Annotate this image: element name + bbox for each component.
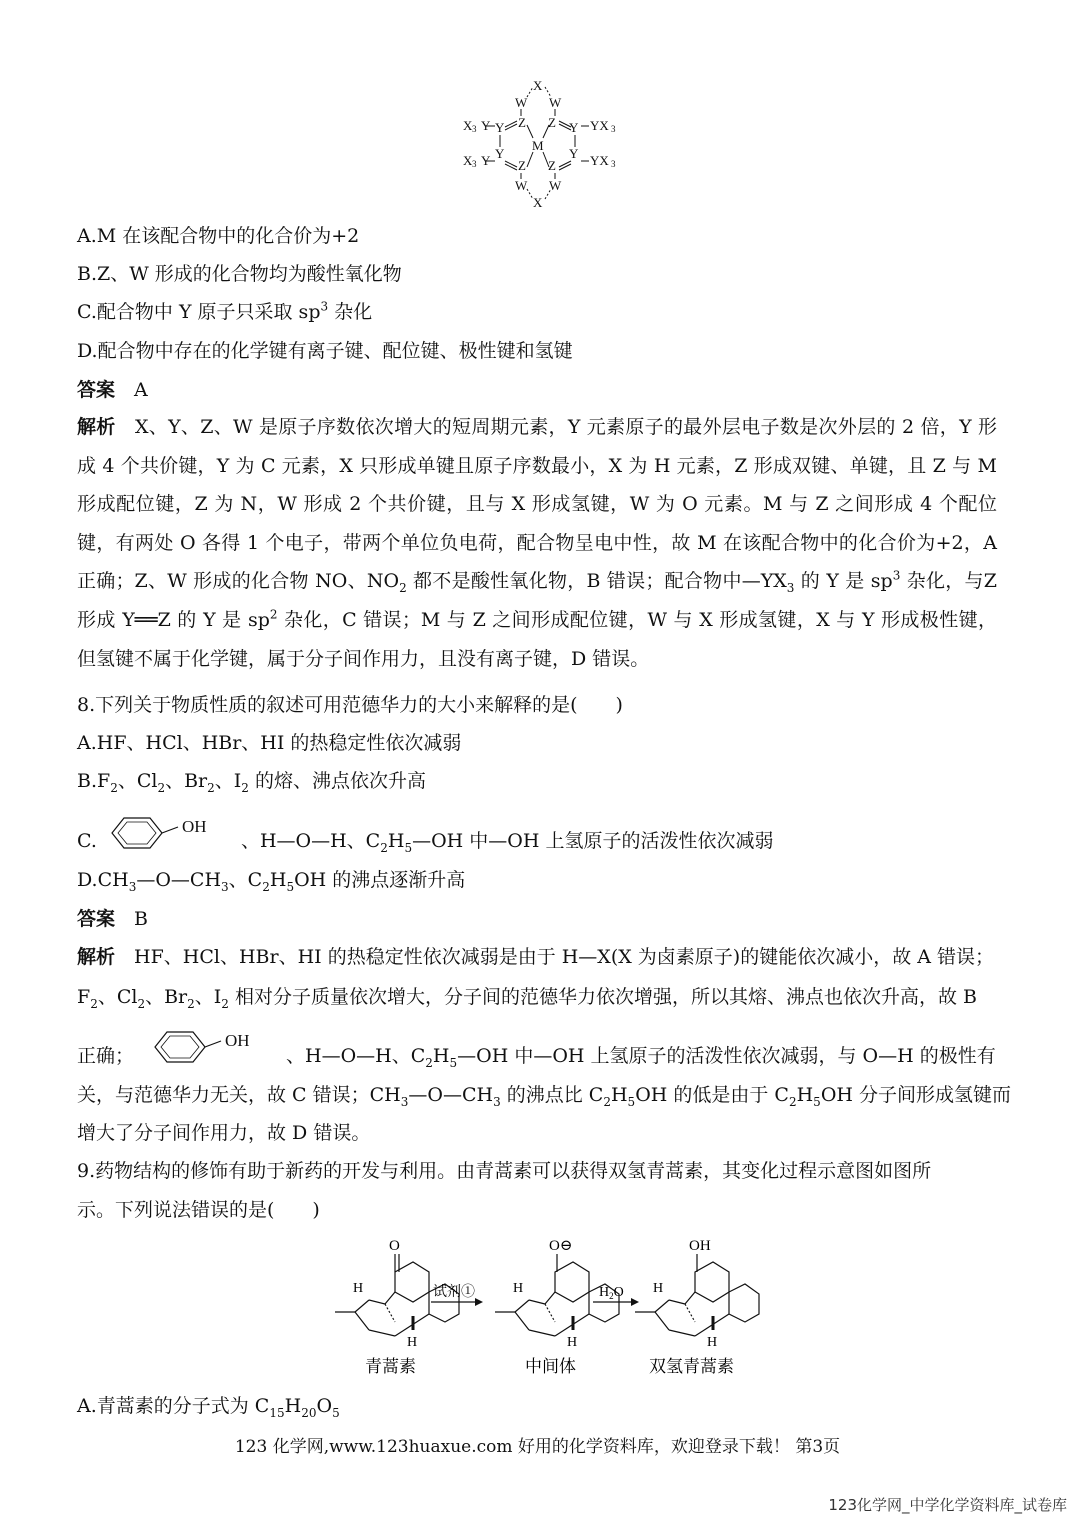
q9-stem-line2: 示。下列说法错误的是( ) xyxy=(77,1199,320,1221)
complex-label: Z xyxy=(518,158,526,173)
q8-analysis-line3: 正确； 、H—O—H、$C_2H_5—OH$ 中—OH 上氢原子的活泼性依次减弱，与 O—H 的极性有 xyxy=(77,1045,996,1070)
dihydroartemisinin-molecule xyxy=(635,1238,759,1376)
complex-metal: M xyxy=(532,138,544,153)
complex-label: Z xyxy=(548,158,556,173)
reagent-label: 试剂① xyxy=(433,1285,475,1300)
q9-option-a: A.青蒿素的分子式为 $C_{15}H_{20}O_5$ xyxy=(77,1395,340,1420)
complex-label: Y xyxy=(569,146,579,161)
hydroxyl-label: OH xyxy=(689,1238,711,1254)
q7-option-d: D.配合物中存在的化学键有离子键、配位键、极性键和氢键 xyxy=(77,340,573,362)
q7-option-b: B.Z、W 形成的化合物均为酸性氧化物 xyxy=(77,263,402,285)
complex-label: W xyxy=(549,95,562,110)
complex-label: Y xyxy=(495,120,505,135)
complex-label: X xyxy=(533,195,543,210)
complex-label: Y xyxy=(481,153,491,168)
q9-stem-line1: 9.药物结构的修饰有助于新药的开发与利用。由青蒿素可以获得双氢青蒿素，其变化过程示意图如图所 xyxy=(77,1160,932,1182)
q7-option-c: C.配合物中 Y 原子只采取 $sp^3$ 杂化 xyxy=(77,299,373,323)
complex-subscript: 3 xyxy=(611,159,616,169)
artemisinin-molecule xyxy=(335,1238,459,1376)
q8-option-b: $B.F_2$、$Cl_2$、$Br_2$、$I_2$ 的熔、沸点依次升高 xyxy=(77,770,426,795)
complex-label: W xyxy=(515,178,528,193)
q8-analysis-line1: 解析 HF、HCl、HBr、HI 的热稳定性依次减弱是由于 H—X(X 为卤素原子)的键能依次减小，故 A 错误； xyxy=(77,946,995,968)
complex-subscript: 3 xyxy=(472,124,477,134)
complex-label: Y xyxy=(569,120,579,135)
phenol-structure-icon xyxy=(102,810,222,856)
oxide-anion-label: O⊖ xyxy=(549,1238,573,1254)
q7-analysis: 解析 X、Y、Z、W 是原子序数依次增大的短周期元素，Y 元素原子的最外层电子数是次外层的 2 倍，Y 形成 4 个共价键，Y 为 C 元素，X 只形成单键且原子序数最小，X 为 H 元素，Z 形成双键、单键，且 Z 与 M 形成配位键，Z 为 N，W 形成 2 个共价键，且与 X 形成氢键，W 为 O 元素。M 与 Z 之间形成 4 个配位键，有两处 O 各得 1 个电子，带两个单位负电荷，配合物呈电中性，故 M 在该配合物中的化合价为+2，A 正确；Z、W 形成的化合物 NO、$NO_2$ 都不是酸性氧化物，B 错误；配合物中$—YX_3$ 的 Y 是 $sp^3$ 杂化，与Z 形成 Y══Z 的 Y 是 $sp^2$ 杂化，C 错误；M 与 Z 之间形成配位键，W 与 X 形成氢键，X 与 Y 形成极性键，但氢键不属于化学键，属于分子间作用力，且没有离子键，D 错误。 xyxy=(77,416,998,670)
complex-label: Y xyxy=(495,146,505,161)
page-footer: 123 化学网,www.123huaxue.com 好用的化学资料库，欢迎登录下载！ 第3页 xyxy=(234,1437,841,1457)
molecule-name: 双氢青蒿素 xyxy=(649,1357,734,1376)
q8-analysis-line2: $F_2$、$Cl_2$、$Br_2$、$I_2$ 相对分子质量依次增大，分子间的范德华力依次增强，所以其熔、沸点也依次升高，故 B xyxy=(77,986,977,1011)
h-label: H xyxy=(567,1335,578,1350)
complex-label: Z xyxy=(548,115,556,130)
watermark: 123化学网_中学化学资料库_试卷库 xyxy=(828,1496,1067,1514)
complex-label: X xyxy=(463,153,473,168)
carbonyl-o-label: O xyxy=(389,1238,400,1254)
molecule-name: 中间体 xyxy=(525,1357,576,1376)
complex-label: W xyxy=(515,95,528,110)
h-label: H xyxy=(513,1281,524,1296)
complex-label: YX xyxy=(590,118,609,133)
complex-label: Y xyxy=(481,118,491,133)
q8-analysis-line4: 关，与范德华力无关，故 C 错误；$CH_3—O—CH_3$ 的沸点比 $C_2H_5OH$ 的低是由于 $C_2H_5OH$ 分子间形成氢键而 xyxy=(77,1084,1011,1109)
h-label: H xyxy=(653,1281,664,1296)
molecule-name: 青蒿素 xyxy=(365,1357,416,1376)
q7-answer: 答案 A xyxy=(77,379,148,401)
water-label: $H_2O$ xyxy=(599,1285,624,1301)
q8-option-c: C. 、H—O—H、$C_2H_5—OH$ 中—OH 上氢原子的活泼性依次减弱 xyxy=(77,830,774,855)
intermediate-molecule xyxy=(495,1238,619,1376)
complex-subscript: 3 xyxy=(472,159,477,169)
q8-option-d: $D.CH_3—O—CH_3$、$C_2H_5OH$ 的沸点逐渐升高 xyxy=(77,869,466,894)
phenol-structure-icon xyxy=(145,1024,265,1070)
artemisinin-reaction-scheme xyxy=(325,1232,765,1382)
q8-answer: 答案 B xyxy=(77,908,148,930)
h-label: H xyxy=(353,1281,364,1296)
q8-analysis-line5: 增大了分子间作用力，故 D 错误。 xyxy=(77,1122,371,1144)
oh-label: OH xyxy=(225,1031,250,1050)
oh-label: OH xyxy=(182,817,207,836)
complex-label: YX xyxy=(590,153,609,168)
h-label: H xyxy=(407,1335,418,1350)
q7-option-a: A.M 在该配合物中的化合价为+2 xyxy=(77,225,360,247)
complex-label: X xyxy=(533,78,543,93)
q8-option-a: A.HF、HCl、HBr、HI 的热稳定性依次减弱 xyxy=(77,732,462,754)
complex-label: W xyxy=(549,178,562,193)
complex-label: Z xyxy=(518,115,526,130)
complex-subscript: 3 xyxy=(611,124,616,134)
complex-label: X xyxy=(463,118,473,133)
q8-stem: 8.下列关于物质性质的叙述可用范德华力的大小来解释的是( ) xyxy=(77,694,623,716)
h-label: H xyxy=(707,1335,718,1350)
coordination-complex-figure xyxy=(455,75,625,210)
